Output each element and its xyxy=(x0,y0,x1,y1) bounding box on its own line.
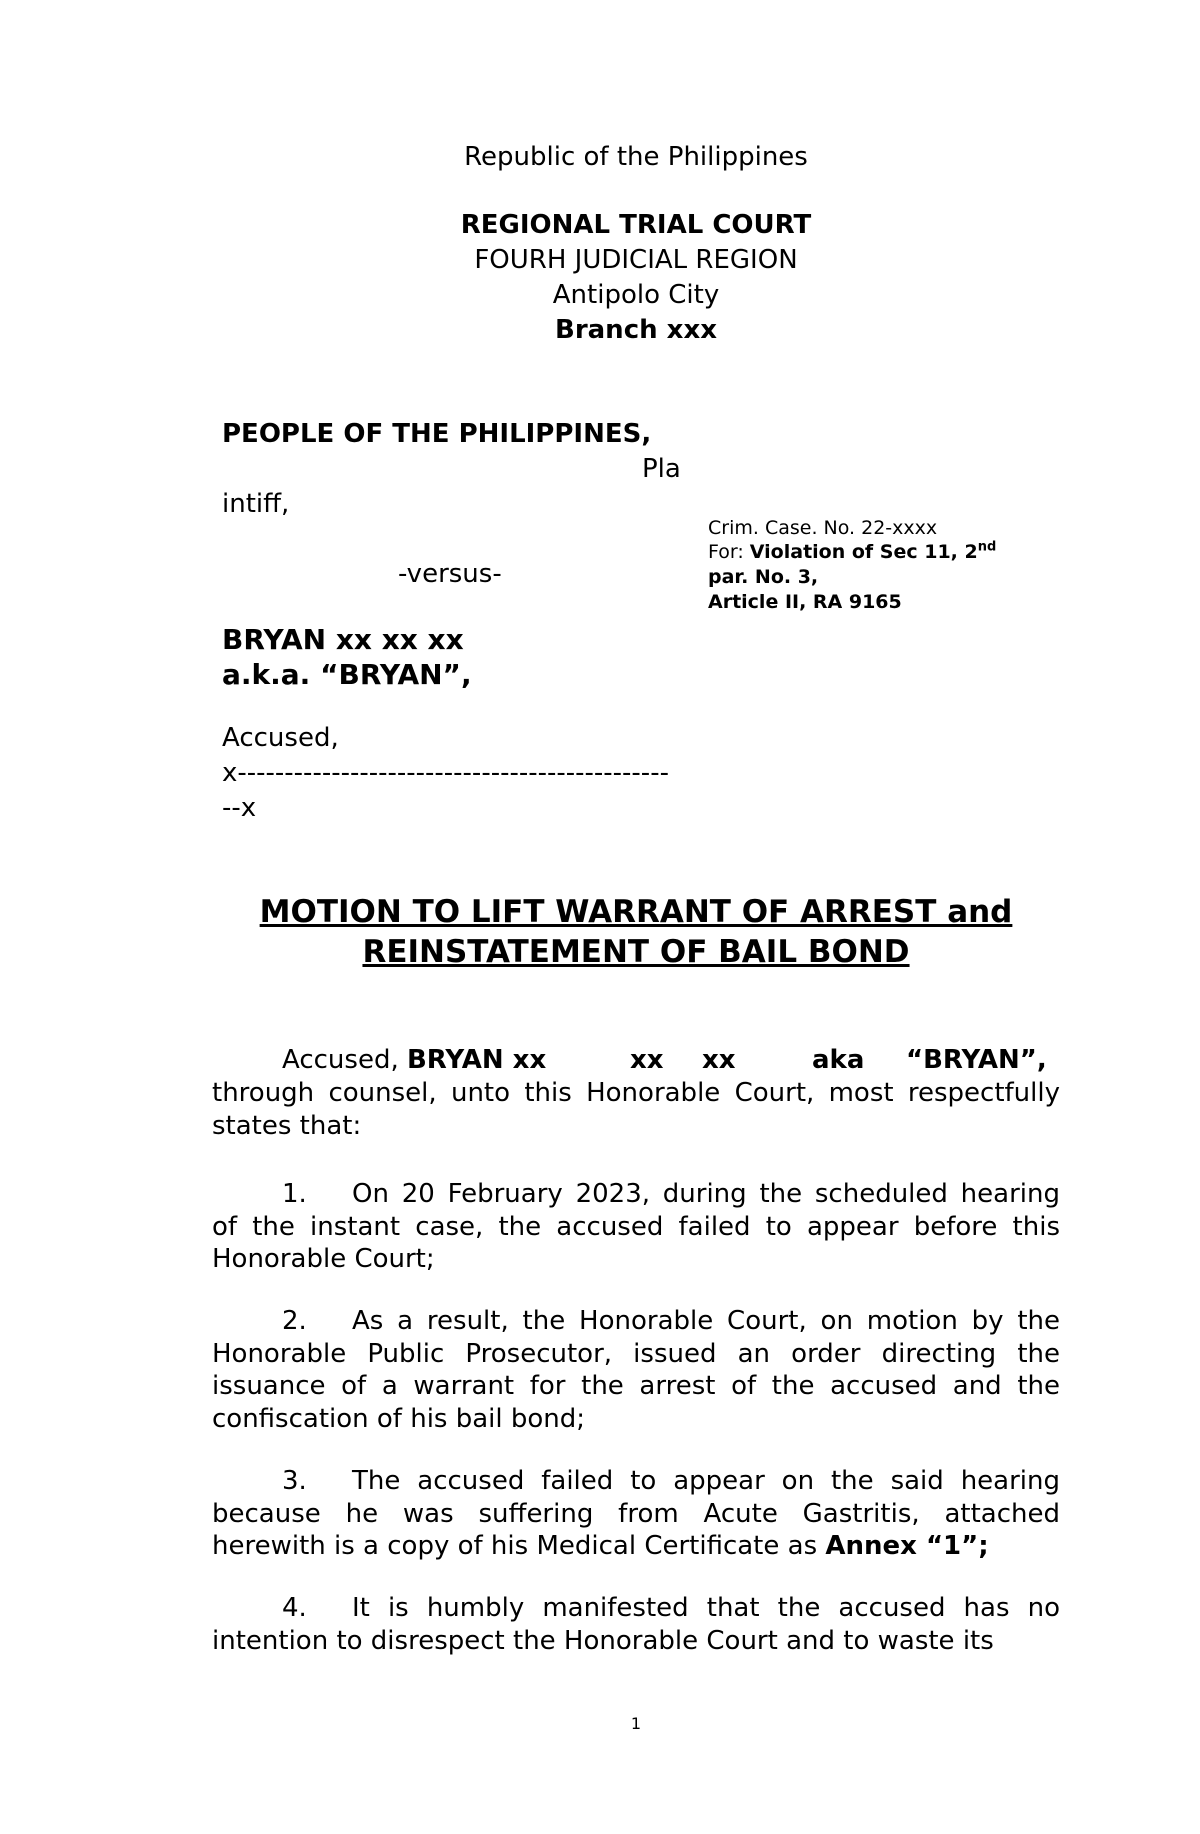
intro-name-4: aka xyxy=(812,1045,865,1075)
intro-name-5: “BRYAN”, xyxy=(906,1045,1047,1075)
caption-separator-line1: x---------------------------------------------- xyxy=(222,758,669,788)
paragraph-4-text: It is humbly manifested that the accused has no intention to disrespect the Honorable Court and to waste its xyxy=(212,1593,1060,1656)
offense-text: Violation of Sec 11, 2 xyxy=(749,541,978,563)
paragraph-4 xyxy=(212,1592,1060,1657)
motion-title-line1: MOTION TO LIFT WARRANT OF ARREST and xyxy=(259,894,1013,930)
offense-superscript: nd xyxy=(977,539,997,555)
paragraph-3-number: 3. xyxy=(282,1466,307,1496)
intro-name-2: xx xyxy=(630,1045,664,1075)
offense-line-1 xyxy=(708,540,996,564)
judicial-region: FOURH JUDICIAL REGION xyxy=(474,245,798,275)
annex-reference: Annex “1”; xyxy=(825,1531,989,1561)
intro-first-line xyxy=(282,1044,546,1076)
intro-prefix: Accused, xyxy=(282,1045,407,1075)
intro-name-3: xx xyxy=(702,1045,736,1075)
paragraph-1-text: On 20 February 2023, during the scheduled hearing of the instant case, the accused failed to appear before this Honorable Court; xyxy=(212,1179,1060,1274)
paragraph-3 xyxy=(212,1465,1060,1563)
paragraph-2-text: As a result, the Honorable Court, on motion by the Honorable Public Prosecutor, issued an order directing the issuance of a warrant for the arrest of the accused and the confiscation of his bail bond; xyxy=(212,1306,1060,1434)
paragraph-4-number: 4. xyxy=(282,1593,307,1623)
republic-line: Republic of the Philippines xyxy=(464,142,808,172)
accused-role: Accused, xyxy=(222,723,339,753)
accused-aka: a.k.a. “BRYAN”, xyxy=(222,658,472,691)
versus-label: -versus- xyxy=(398,559,502,589)
intro-rest: through counsel, unto this Honorable Court, most respectfully states that: xyxy=(212,1078,1060,1141)
paragraph-1 xyxy=(212,1178,1060,1276)
offense-line-2: par. No. 3, xyxy=(708,566,819,588)
plaintiff-role-part2: intiff, xyxy=(222,489,290,519)
intro-name-1: BRYAN xx xyxy=(406,1045,547,1075)
paragraph-1-number: 1. xyxy=(282,1179,307,1209)
page-number: 1 xyxy=(630,1714,642,1733)
court-branch: Branch xxx xyxy=(555,315,717,345)
court-name: REGIONAL TRIAL COURT xyxy=(460,210,812,240)
plaintiff-name: PEOPLE OF THE PHILIPPINES, xyxy=(222,419,652,449)
for-label: For: xyxy=(708,541,750,563)
paragraph-2 xyxy=(212,1305,1060,1435)
case-number: Crim. Case. No. 22-xxxx xyxy=(708,517,938,539)
accused-name: BRYAN xx xx xx xyxy=(222,623,464,656)
offense-line-3: Article II, RA 9165 xyxy=(708,591,902,613)
court-city: Antipolo City xyxy=(552,280,720,310)
plaintiff-role-part1: Pla xyxy=(642,454,681,484)
caption-separator-line2: --x xyxy=(222,793,257,823)
paragraph-3-text: The accused failed to appear on the said hearing because he was suffering from Acute Gastritis, attached herewith is a copy of his Medical Certificate as xyxy=(212,1466,1060,1561)
paragraph-2-number: 2. xyxy=(282,1306,307,1336)
motion-title-line2: REINSTATEMENT OF BAIL BOND xyxy=(362,934,910,970)
